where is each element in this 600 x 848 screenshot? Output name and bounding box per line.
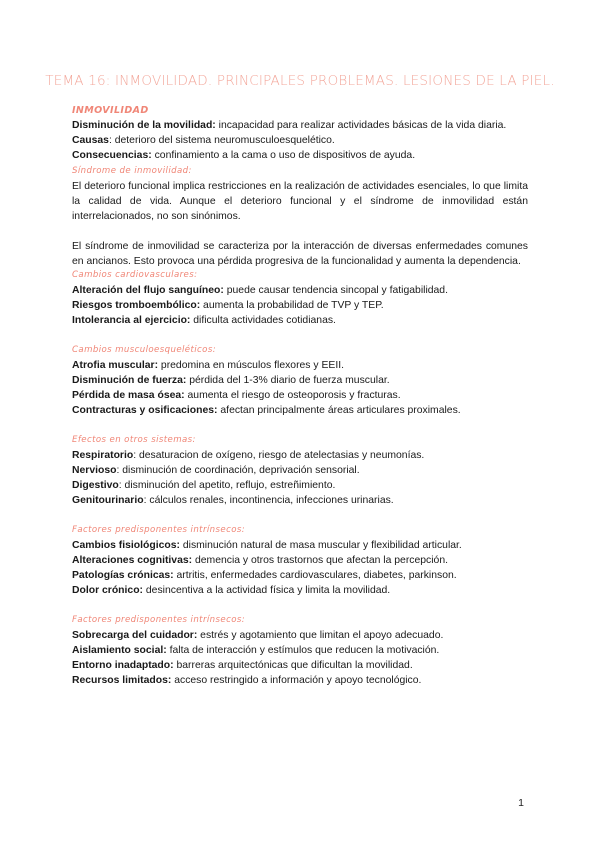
item-text: : disminución del apetito, reflujo, estreñimiento.	[118, 480, 336, 491]
section-heading: Cambios cardiovasculares:	[72, 270, 198, 280]
item-term: Disminución de la movilidad:	[72, 120, 216, 131]
item-text: aumenta la probabilidad de TVP y TEP.	[200, 300, 384, 311]
item-term: Digestivo	[72, 480, 119, 491]
section-cardiovasculares	[72, 269, 528, 328]
list-item	[72, 118, 528, 133]
list-item	[72, 148, 528, 163]
section-heading: Efectos en otros sistemas:	[72, 435, 196, 445]
section-factores-extrinsecos	[72, 614, 528, 688]
item-term: Alteración del flujo sanguíneo:	[72, 285, 224, 296]
item-term: Genitourinario	[72, 495, 144, 506]
page-title: TEMA 16: INMOVILIDAD. PRINCIPALES PROBLEMAS. LESIONES DE LA PIEL.	[45, 73, 555, 89]
section-factores-intrinsecos	[72, 524, 528, 598]
list-item	[72, 553, 528, 568]
item-text: confinamiento a la cama o uso de dispositivos de ayuda.	[151, 150, 416, 161]
list-item	[72, 298, 528, 313]
section-heading: Factores predisponentes intrínsecos:	[72, 525, 246, 535]
item-term: Recursos limitados:	[72, 675, 172, 686]
list-item	[72, 283, 528, 298]
list-item	[72, 568, 528, 583]
item-term: Causas	[72, 135, 109, 146]
item-term: Aislamiento social:	[72, 645, 167, 656]
item-text: puede causar tendencia sincopal y fatigabilidad.	[223, 285, 448, 296]
item-text: artritis, enfermedades cardiovasculares, diabetes, parkinson.	[173, 570, 457, 581]
list-item	[72, 133, 528, 148]
item-text: pérdida del 1-3% diario de fuerza muscular.	[186, 375, 390, 386]
item-text: dificulta actividades cotidianas.	[190, 315, 336, 326]
list-item	[72, 538, 528, 553]
list-item	[72, 313, 528, 328]
list-item	[72, 643, 528, 658]
item-term: Entorno inadaptado:	[72, 660, 174, 671]
item-text: : cálculos renales, incontinencia, infecciones urinarias.	[143, 495, 394, 506]
item-term: Consecuencias:	[72, 150, 152, 161]
section-heading: INMOVILIDAD	[72, 105, 149, 116]
list-item	[72, 358, 528, 373]
list-item	[72, 478, 528, 493]
item-text: falta de interacción y estímulos que reducen la motivación.	[166, 645, 440, 656]
item-term: Respiratorio	[72, 450, 134, 461]
item-text: : desaturacion de oxígeno, riesgo de atelectasias y neumonías.	[133, 450, 425, 461]
page-number: 1	[518, 797, 524, 809]
section-heading: Factores predisponentes intrínsecos:	[72, 615, 246, 625]
section-heading: Síndrome de inmovilidad:	[72, 166, 192, 176]
item-text: : disminución de coordinación, deprivación sensorial.	[116, 465, 360, 476]
item-text: incapacidad para realizar actividades básicas de la vida diaria.	[215, 120, 507, 131]
item-term: Alteraciones cognitivas:	[72, 555, 193, 566]
item-term: Cambios fisiológicos:	[72, 540, 180, 551]
paragraph: El síndrome de inmovilidad se caracteriza por la interacción de diversas enfermedades comunes en ancianos. Esto provoca una pérdida progresiva de la funcionalidad y aumenta la dependencia.	[72, 241, 528, 267]
list-item	[72, 448, 528, 463]
section-sindrome	[72, 165, 528, 269]
item-text: barreras arquitectónicas que dificultan la movilidad.	[173, 660, 413, 671]
item-term: Dolor crónico:	[72, 585, 144, 596]
list-item	[72, 628, 528, 643]
item-text: aumenta el riesgo de osteoporosis y fracturas.	[184, 390, 401, 401]
list-item	[72, 403, 528, 418]
item-text: predomina en músculos flexores y EEII.	[158, 360, 344, 371]
list-item	[72, 583, 528, 598]
item-term: Riesgos tromboembólico:	[72, 300, 201, 311]
item-term: Disminución de fuerza:	[72, 375, 187, 386]
item-term: Pérdida de masa ósea:	[72, 390, 185, 401]
list-item	[72, 388, 528, 403]
item-text: acceso restringido a información y apoyo tecnológico.	[171, 675, 422, 686]
section-inmovilidad	[72, 104, 528, 163]
section-musculoesqueleticos	[72, 344, 528, 418]
item-term: Intolerancia al ejercicio:	[72, 315, 191, 326]
list-item	[72, 658, 528, 673]
paragraph: El deterioro funcional implica restricciones en la realización de actividades esenciales, lo que limita la calidad de vida. Aunque el deterioro funcional y el síndrome de inmovilidad están interrelacionados, no son sinónimos.	[72, 181, 528, 222]
list-item	[72, 493, 528, 508]
list-item	[72, 373, 528, 388]
item-term: Contracturas y osificaciones:	[72, 405, 218, 416]
item-text: demencia y otros trastornos que afectan la percepción.	[192, 555, 448, 566]
item-term: Nervioso	[72, 465, 117, 476]
item-text: disminución natural de masa muscular y flexibilidad articular.	[179, 540, 462, 551]
list-item	[72, 673, 528, 688]
item-text: afectan principalmente áreas articulares proximales.	[217, 405, 461, 416]
item-text: estrés y agotamiento que limitan el apoyo adecuado.	[197, 630, 444, 641]
page-content	[72, 104, 528, 688]
item-term: Atrofia muscular:	[72, 360, 159, 371]
section-otros-sistemas	[72, 434, 528, 508]
item-term: Patologías crónicas:	[72, 570, 174, 581]
item-text: desincentiva a la actividad física y limita la movilidad.	[143, 585, 391, 596]
list-item	[72, 463, 528, 478]
item-text: : deterioro del sistema neuromusculoesquelético.	[108, 135, 335, 146]
item-term: Sobrecarga del cuidador:	[72, 630, 198, 641]
section-heading: Cambios musculoesqueléticos:	[72, 345, 217, 355]
